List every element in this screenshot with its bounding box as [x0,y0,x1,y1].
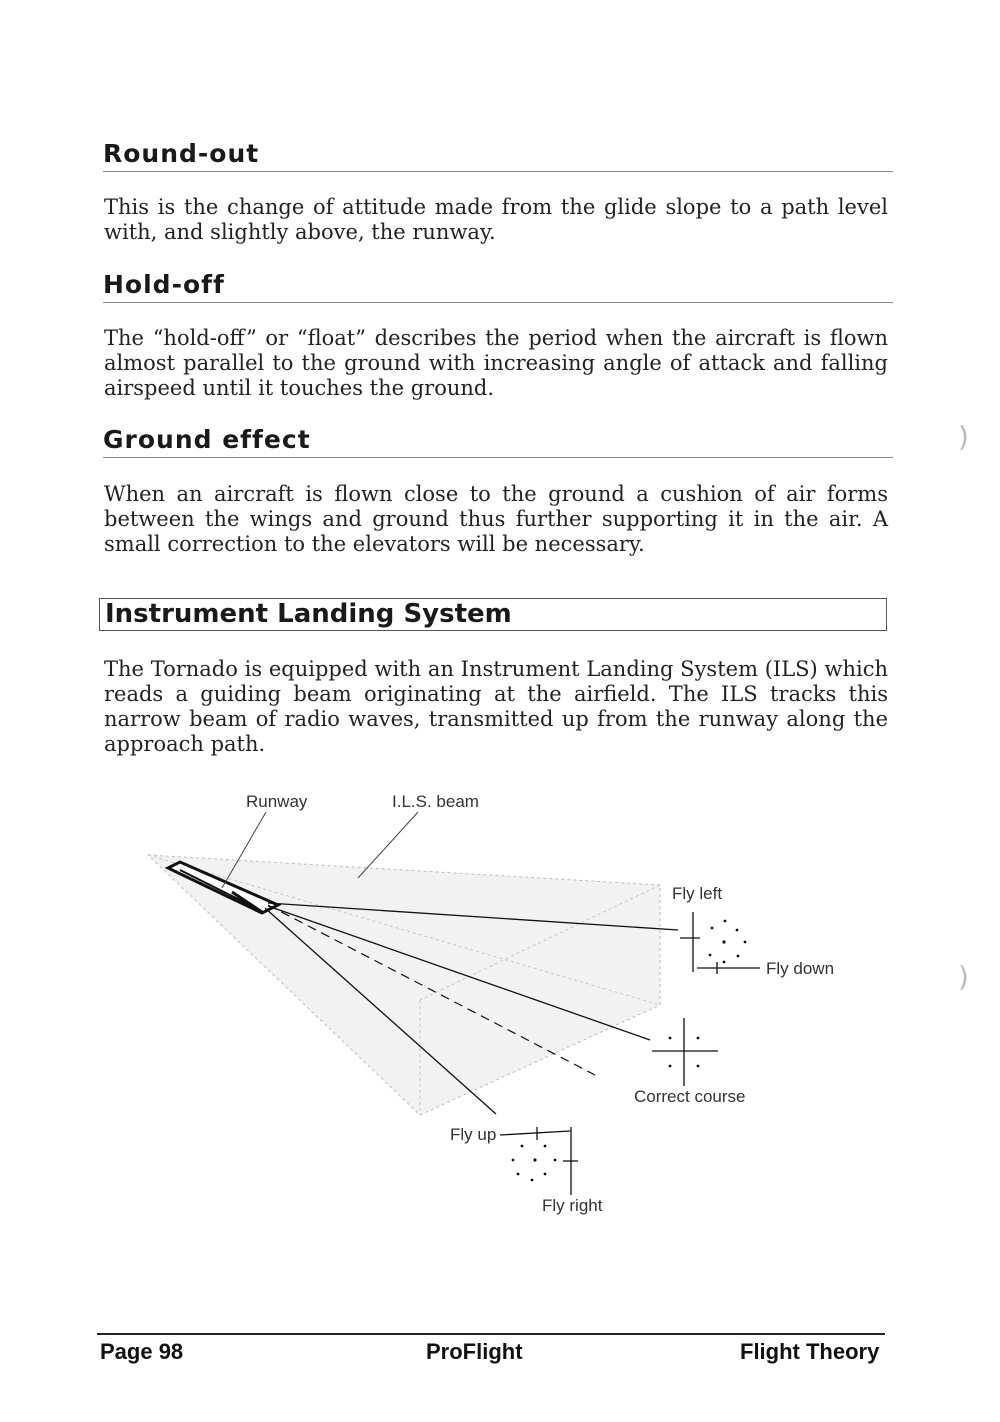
paragraph-hold-off: The “hold-off” or “float” describes the period when the aircraft is flown almost parallel to the ground with increasing angle of attack and falling airspeed until it touches the ground. [104,326,888,400]
label-ils-beam: I.L.S. beam [392,792,479,811]
paragraph-ils: The Tornado is equipped with an Instrument Landing System (ILS) which reads a guiding beam originating at the airfield. The ILS tracks this narrow beam of radio waves, transmitted up from the runway along the approach path. [104,657,888,756]
label-fly-left: Fly left [672,884,723,903]
heading-hold-off: Hold-off [103,270,893,303]
margin-bracket-mark: ) [958,420,969,453]
indicator-fly-left-down [680,912,760,974]
label-correct-course: Correct course [634,1087,746,1106]
label-runway: Runway [246,792,308,811]
footer-page-number: Page 98 [100,1339,184,1364]
footer-section: Flight Theory [740,1339,880,1364]
heading-ils: Instrument Landing System [99,598,887,631]
indicator-fly-up-right [500,1127,578,1195]
label-fly-up: Fly up [450,1125,497,1144]
paragraph-ground-effect: When an aircraft is flown close to the ground a cushion of air forms between the wings and ground thus further supporting it in the air. A small correction to the elevators will be necessary. [104,482,888,556]
label-fly-down: Fly down [766,959,835,978]
margin-bracket-mark: ) [958,960,969,993]
label-fly-right: Fly right [542,1196,603,1215]
heading-ground-effect: Ground effect [103,425,893,458]
footer-title: ProFlight [426,1339,523,1364]
paragraph-round-out: This is the change of attitude made from the glide slope to a path level with, and slightly above, the runway. [104,195,888,244]
beam-leader [358,812,418,878]
footer-rule [97,1333,885,1335]
indicator-correct-course [652,1018,718,1086]
ils-diagram [0,770,1000,1230]
heading-round-out: Round-out [103,139,893,172]
